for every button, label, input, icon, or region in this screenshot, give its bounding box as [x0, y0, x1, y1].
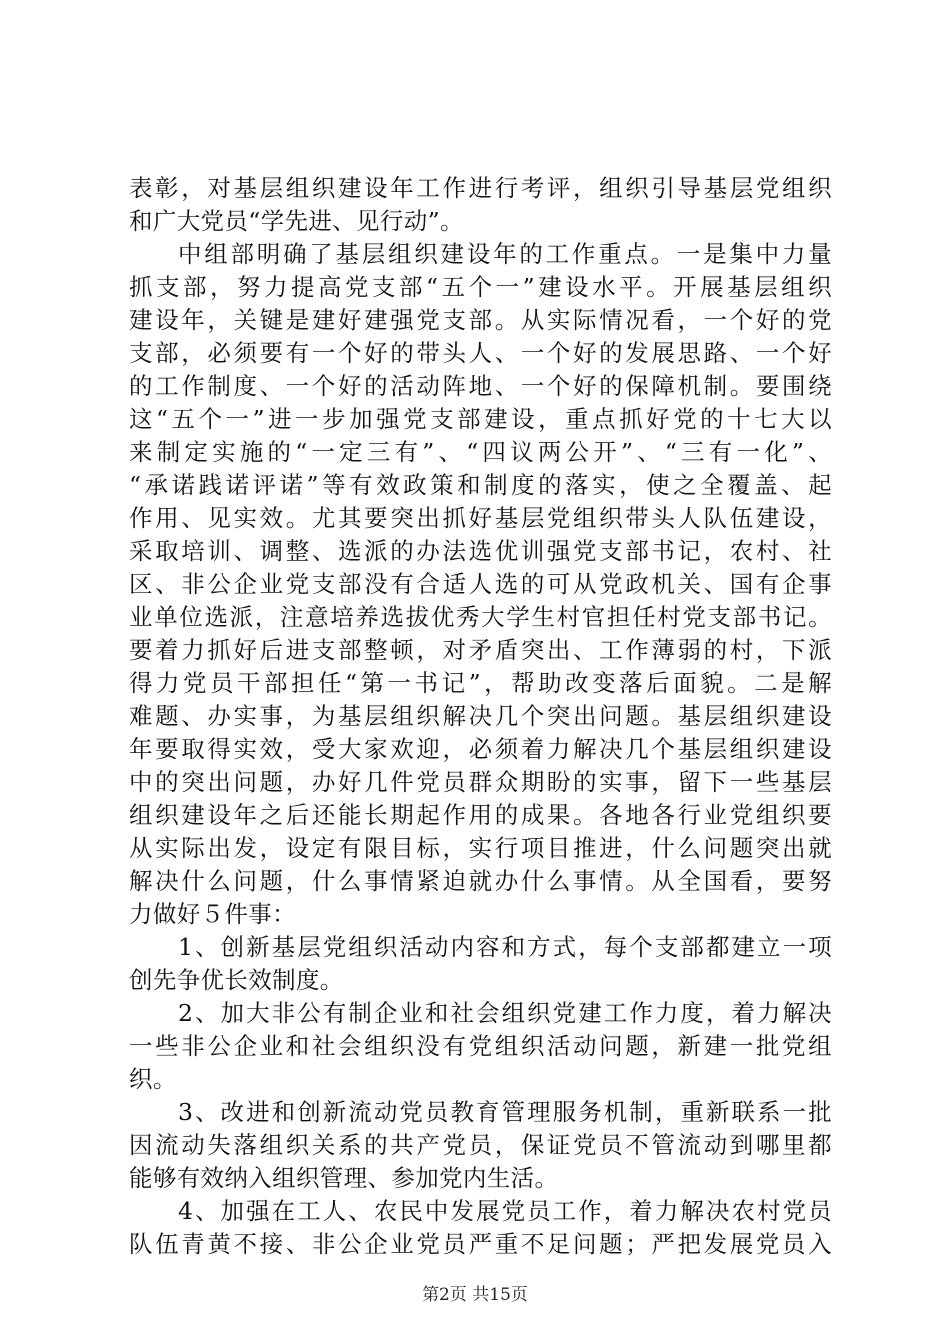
text-line: 因流动失落组织关系的共产党员，保证党员不管流动到哪里都 — [129, 1131, 832, 1159]
text-line: 年要取得实效，受大家欢迎，必须着力解决几个基层组织建设 — [129, 735, 832, 763]
text-line: 这“五个一”进一步加强党支部建设，重点抓好党的十七大以 — [129, 405, 832, 433]
text-line: 作用、见实效。尤其要突出抓好基层党组织带头人队伍建设， — [129, 504, 832, 532]
text-line: 表彰，对基层组织建设年工作进行考评，组织引导基层党组织 — [129, 174, 832, 202]
text-line: 4、加强在工人、农民中发展党员工作，着力解决农村党员 — [178, 1197, 832, 1225]
text-line: 一些非公企业和社会组织没有党组织活动问题，新建一批党组 — [129, 1032, 832, 1060]
text-line: 创先争优长效制度。 — [129, 966, 344, 994]
text-line: 组织建设年之后还能长期起作用的成果。各地各行业党组织要 — [129, 801, 832, 829]
text-line: 建设年，关键是建好建强党支部。从实际情况看，一个好的党 — [129, 306, 832, 334]
document-body — [129, 172, 832, 1261]
text-line: 采取培训、调整、选派的办法选优训强党支部书记，农村、社 — [129, 537, 832, 565]
text-line: 队伍青黄不接、非公企业党员严重不足问题；严把发展党员入 — [129, 1230, 832, 1258]
text-line: 难题、办实事，为基层组织解决几个突出问题。基层组织建设 — [129, 702, 832, 730]
text-line: 能够有效纳入组织管理、参加党内生活。 — [129, 1164, 559, 1192]
text-line: 解决什么问题，什么事情紧迫就办什么事情。从全国看，要努 — [129, 867, 832, 895]
text-line: 中组部明确了基层组织建设年的工作重点。一是集中力量 — [178, 240, 832, 268]
text-line: 支部，必须要有一个好的带头人、一个好的发展思路、一个好 — [129, 339, 832, 367]
text-line: 来制定实施的“一定三有”、“四议两公开”、“三有一化”、 — [129, 438, 832, 466]
text-line: 区、非公企业党支部没有合适人选的可从党政机关、国有企事 — [129, 570, 832, 598]
text-line: 织。 — [129, 1065, 177, 1093]
page-footer: 第2页 共15页 — [422, 1285, 528, 1305]
text-line: “承诺践诺评诺”等有效政策和制度的落实，使之全覆盖、起 — [129, 471, 832, 499]
text-line: 得力党员干部担任“第一书记”，帮助改变落后面貌。二是解 — [129, 669, 832, 697]
text-line: 的工作制度、一个好的活动阵地、一个好的保障机制。要围绕 — [129, 372, 832, 400]
text-line: 抓支部，努力提高党支部“五个一”建设水平。开展基层组织 — [129, 273, 832, 301]
text-line: 要着力抓好后进支部整顿，对矛盾突出、工作薄弱的村，下派 — [129, 636, 832, 664]
text-line: 力做好５件事： — [129, 900, 296, 928]
text-line: 1、创新基层党组织活动内容和方式，每个支部都建立一项 — [178, 933, 832, 961]
text-line: 和广大党员“学先进、见行动”。 — [129, 207, 464, 235]
text-line: 中的突出问题，办好几件党员群众期盼的实事，留下一些基层 — [129, 768, 832, 796]
text-line: 业单位选派，注意培养选拔优秀大学生村官担任村党支部书记。 — [129, 603, 832, 631]
text-line: 3、改进和创新流动党员教育管理服务机制，重新联系一批 — [178, 1098, 832, 1126]
text-line: 从实际出发，设定有限目标，实行项目推进，什么问题突出就 — [129, 834, 832, 862]
text-line: 2、加大非公有制企业和社会组织党建工作力度，着力解决 — [178, 999, 832, 1027]
